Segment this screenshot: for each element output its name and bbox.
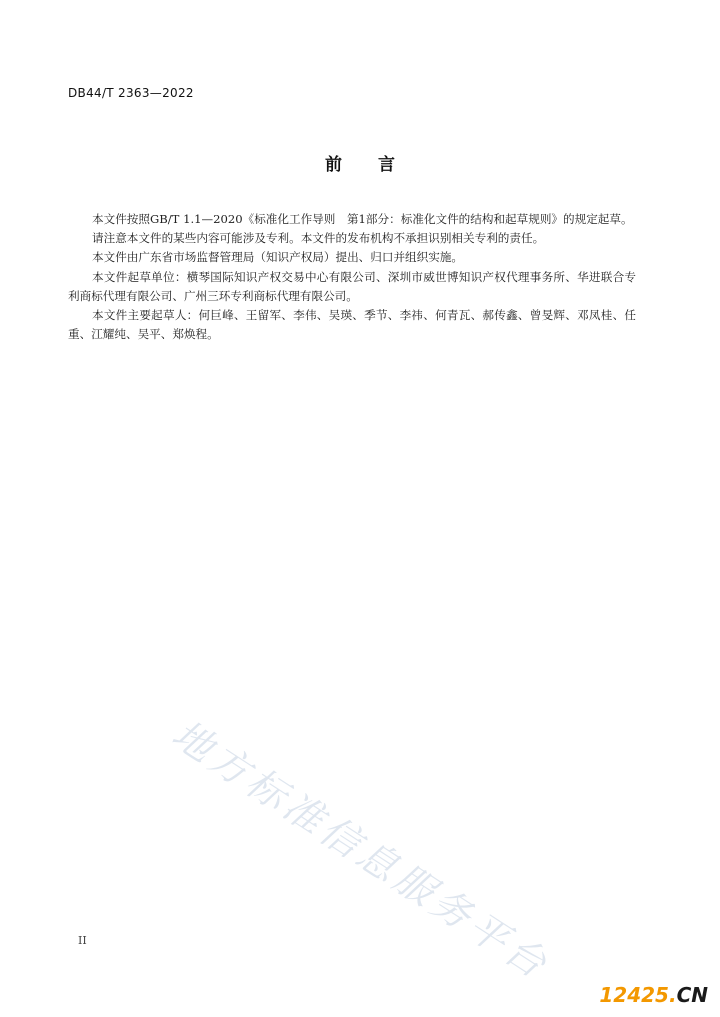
watermark-text: 地方标准信息服务平台: [163, 712, 558, 990]
paragraph-proposer: 本文件由广东省市场监督管理局（知识产权局）提出、归口并组织实施。: [92, 250, 464, 265]
foreword-body: [68, 210, 636, 344]
paragraph-drafters: 本文件主要起草人：何巨峰、王留军、李伟、吴瑛、季节、李祎、何青瓦、郝传鑫、曾旻辉、邓凤桂、任重、江耀纯、吴平、郑焕程。: [68, 308, 636, 342]
document-code: DB44/T 2363—2022: [68, 86, 194, 100]
paragraph-patent-notice: 请注意本文件的某些内容可能涉及专利。本文件的发布机构不承担识别相关专利的责任。: [92, 231, 545, 246]
site-logo-suffix: CN: [676, 983, 708, 1007]
page-title: 前言: [325, 155, 431, 175]
page-number: II: [78, 934, 87, 947]
paragraph-drafting-rules: 本文件按照GB/T 1.1—2020《标准化工作导则 第1部分：标准化文件的结构和起草规则》的规定起草。: [92, 212, 633, 226]
site-logo[interactable]: [599, 983, 708, 1007]
paragraph-drafting-units: 本文件起草单位：横琴国际知识产权交易中心有限公司、深圳市威世博知识产权代理事务所、华进联合专利商标代理有限公司、广州三环专利商标代理有限公司。: [68, 269, 636, 303]
site-logo-number: 12425: [599, 983, 669, 1007]
site-logo-dot: .: [668, 983, 677, 1007]
